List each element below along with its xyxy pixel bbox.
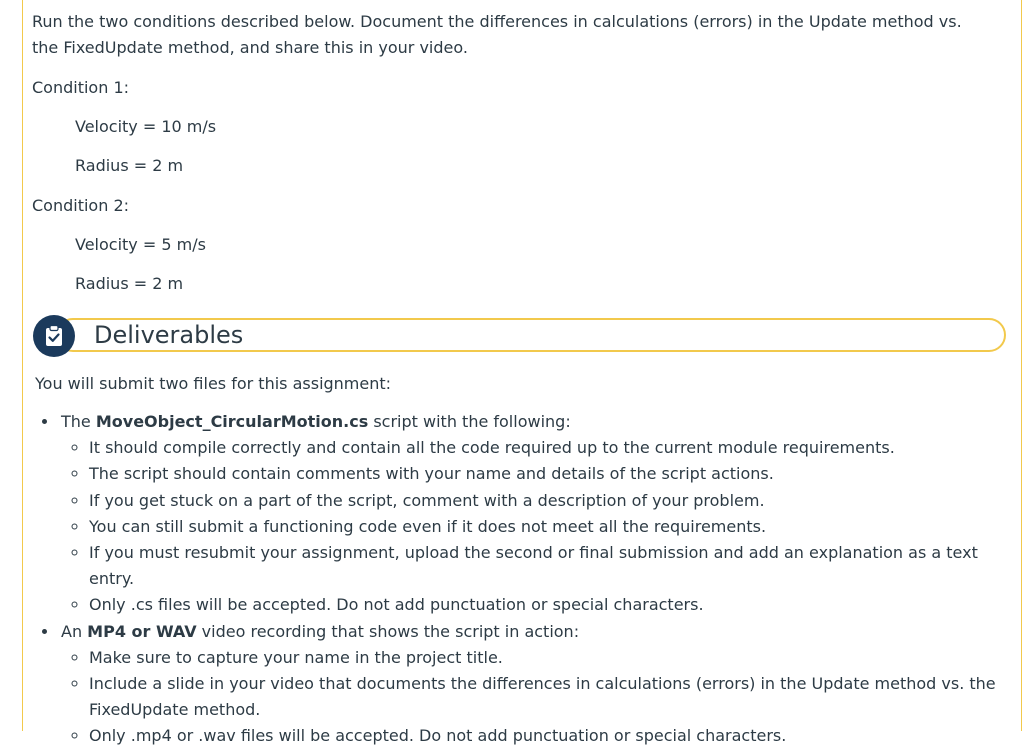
list-item: ◦ Only .cs files will be accepted. Do not add punctuation or special characters. — [89, 592, 1019, 618]
list-item: ◦ If you must resubmit your assignment, upload the second or final submission and add an explanation as a text entry. — [89, 540, 1019, 592]
condition-2-label: Condition 2: — [32, 196, 130, 215]
item-prefix: The — [61, 412, 96, 431]
deliverables-heading: Deliverables — [94, 321, 244, 349]
script-requirements-list — [61, 435, 1019, 618]
list-item-script — [59, 409, 1019, 619]
submit-instructions: You will submit two files for this assignment: — [35, 374, 392, 393]
list-item: ◦ It should compile correctly and contain all the code required up to the current module requirements. — [89, 435, 1019, 461]
item-prefix: An — [61, 621, 88, 641]
list-item: ◦ The script should contain comments with your name and details of the script actions. — [89, 461, 1019, 487]
video-format: MP4 or WAV — [87, 621, 197, 641]
condition-1-radius: Radius = 2 m — [75, 156, 184, 175]
item-suffix: script with the following: — [368, 412, 571, 431]
list-item: ◦ Include a slide in your video that documents the differences in calculations (errors) in the Update method vs. the FixedUpdate method. — [89, 671, 1019, 723]
list-item: ◦ Make sure to capture your name in the project title. — [89, 645, 1019, 671]
condition-2-velocity: Velocity = 5 m/s — [75, 235, 206, 254]
list-item: ◦ You can still submit a functioning code even if it does not meet all the requirements. — [89, 514, 1019, 540]
clipboard-check-icon — [33, 315, 75, 357]
script-filename: MoveObject_CircularMotion.cs — [95, 412, 369, 431]
video-requirements-list — [61, 645, 1019, 750]
list-item: ◦ Only .mp4 or .wav files will be accepted. Do not add punctuation or special characters. — [89, 723, 1019, 749]
list-item: ◦ If you get stuck on a part of the script, comment with a description of your problem. — [89, 488, 1019, 514]
item-suffix: video recording that shows the script in action: — [196, 621, 580, 641]
condition-1-velocity: Velocity = 10 m/s — [75, 117, 217, 136]
condition-2-radius: Radius = 2 m — [75, 274, 184, 293]
intro-paragraph: Run the two conditions described below. Document the differences in calculations (errors) in the Update method vs. the FixedUpdate method, and share this in your video. — [32, 12, 962, 57]
deliverables-list — [35, 409, 1019, 750]
condition-1-label: Condition 1: — [32, 78, 130, 97]
list-item-video — [59, 619, 1019, 750]
